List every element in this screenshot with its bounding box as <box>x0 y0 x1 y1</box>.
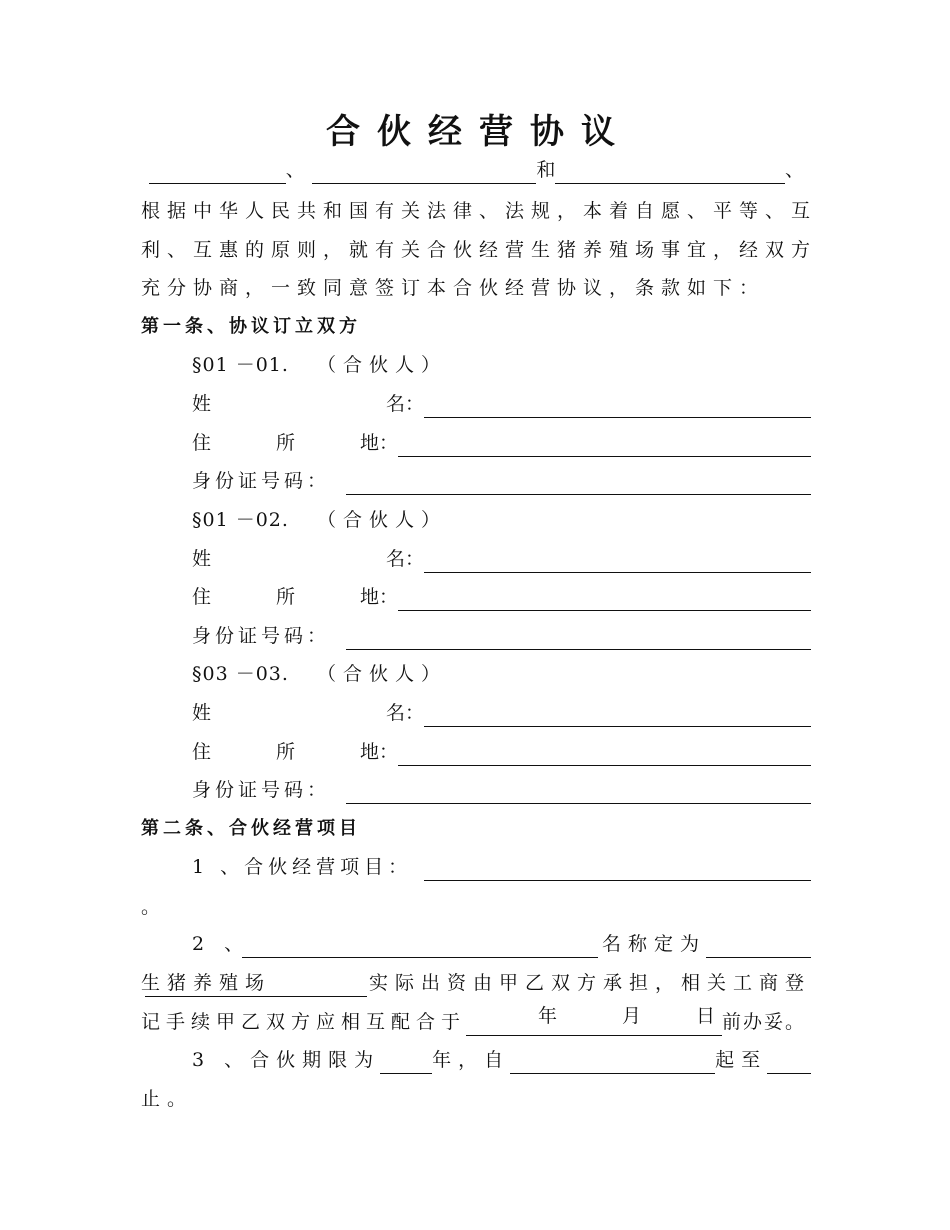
document-title: 合伙经营协议 <box>326 112 632 152</box>
partner-1-role: （合伙人） <box>316 354 447 376</box>
id-label: 身份证号码： <box>192 779 331 801</box>
end-date-field[interactable] <box>767 1046 811 1074</box>
item-1-end: 。 <box>141 896 168 918</box>
partner-1-id-row <box>192 462 811 500</box>
name-label: 姓 名： <box>192 702 424 724</box>
party-names-line <box>141 151 811 189</box>
article-1-heading: 第一条、协议订立双方 <box>141 316 361 337</box>
start-date-field[interactable] <box>510 1046 715 1074</box>
and-word: 和 <box>536 159 556 181</box>
preamble-line-2: 利、互惠的原则，就有关合伙经营生猪养殖场事宜，经双方 <box>141 239 818 261</box>
name-label: 姓 名： <box>192 393 424 415</box>
farm-name-underline <box>145 969 367 997</box>
separator-comma-end: 、 <box>784 159 811 181</box>
month-label: 月 <box>622 1005 649 1027</box>
id-label: 身份证号码： <box>192 625 331 647</box>
name-prefix-field[interactable] <box>706 930 811 958</box>
year-from-text: 年，自 <box>432 1049 511 1071</box>
item-3-row <box>192 1041 811 1079</box>
partner-3-name-row <box>192 694 811 732</box>
project-field[interactable] <box>424 853 811 881</box>
day-label: 日 <box>696 1005 723 1027</box>
partner-2-name-row <box>192 540 811 578</box>
partner-3-id-row <box>192 771 811 809</box>
item-3-end: 止。 <box>141 1088 194 1110</box>
party-a-blank[interactable] <box>149 156 286 184</box>
item-2-text: 实际出资由甲乙双方承担，相关工商登 <box>368 972 811 994</box>
item-2-number: 2 、 <box>192 933 251 955</box>
address-label: 住 所 地： <box>192 741 398 763</box>
partner-2-section: §01 －02. <box>192 509 289 531</box>
partner-1-name-row <box>192 385 811 423</box>
partner-3-address-field[interactable] <box>398 738 811 766</box>
from-to-text: 起至 <box>715 1049 768 1071</box>
article-2-heading: 第二条、合伙经营项目 <box>141 818 361 839</box>
id-label: 身份证号码： <box>192 470 331 492</box>
partner-1-id-field[interactable] <box>346 467 811 495</box>
item-2-project-field[interactable] <box>242 930 598 958</box>
farm-name[interactable]: 生猪养殖场 <box>141 972 272 994</box>
item-1-row <box>192 848 811 886</box>
separator-comma: 、 <box>285 159 312 181</box>
item-2-row-3 <box>141 1003 811 1041</box>
name-label: 姓 名： <box>192 548 424 570</box>
years-field[interactable] <box>380 1046 432 1074</box>
partner-2-id-field[interactable] <box>346 622 811 650</box>
address-label: 住 所 地： <box>192 586 398 608</box>
named-as-text: 名称定为 <box>602 933 707 955</box>
partner-1-section: §01 －01. <box>192 354 289 376</box>
before-done-text: 前办妥。 <box>722 1011 807 1033</box>
address-label: 住 所 地： <box>192 432 398 454</box>
partner-3-section: §03 －03. <box>192 663 289 685</box>
partner-3-id-field[interactable] <box>346 776 811 804</box>
partner-2-name-field[interactable] <box>424 545 811 573</box>
partner-1-address-row <box>192 424 811 462</box>
partner-2-address-field[interactable] <box>398 583 811 611</box>
partner-2-role: （合伙人） <box>316 509 447 531</box>
partner-2-id-row <box>192 617 811 655</box>
item-2-date-text: 记手续甲乙双方应相互配合于 <box>141 1011 467 1033</box>
partner-3-header <box>192 655 811 693</box>
partner-2-address-row <box>192 578 811 616</box>
partner-3-name-field[interactable] <box>424 699 811 727</box>
item-2-row-1 <box>192 925 811 963</box>
party-b-blank[interactable] <box>312 156 537 184</box>
item-1-label: 1 、合伙经营项目： <box>192 856 413 878</box>
partner-2-header <box>192 501 811 539</box>
partner-3-role: （合伙人） <box>316 663 447 685</box>
partner-1-header <box>192 346 811 384</box>
preamble-line-3: 充分协商，一致同意签订本合伙经营协议，条款如下： <box>141 277 766 299</box>
date-field[interactable] <box>466 1005 723 1036</box>
year-label: 年 <box>538 1005 565 1027</box>
party-c-blank[interactable] <box>555 156 785 184</box>
partner-3-address-row <box>192 733 811 771</box>
partner-1-name-field[interactable] <box>424 390 811 418</box>
partner-1-address-field[interactable] <box>398 429 811 457</box>
item-3-label: 3 、合伙期限为 <box>192 1049 381 1071</box>
preamble-line-1: 根据中华人民共和国有关法律、法规，本着自愿、平等、互 <box>141 200 818 222</box>
